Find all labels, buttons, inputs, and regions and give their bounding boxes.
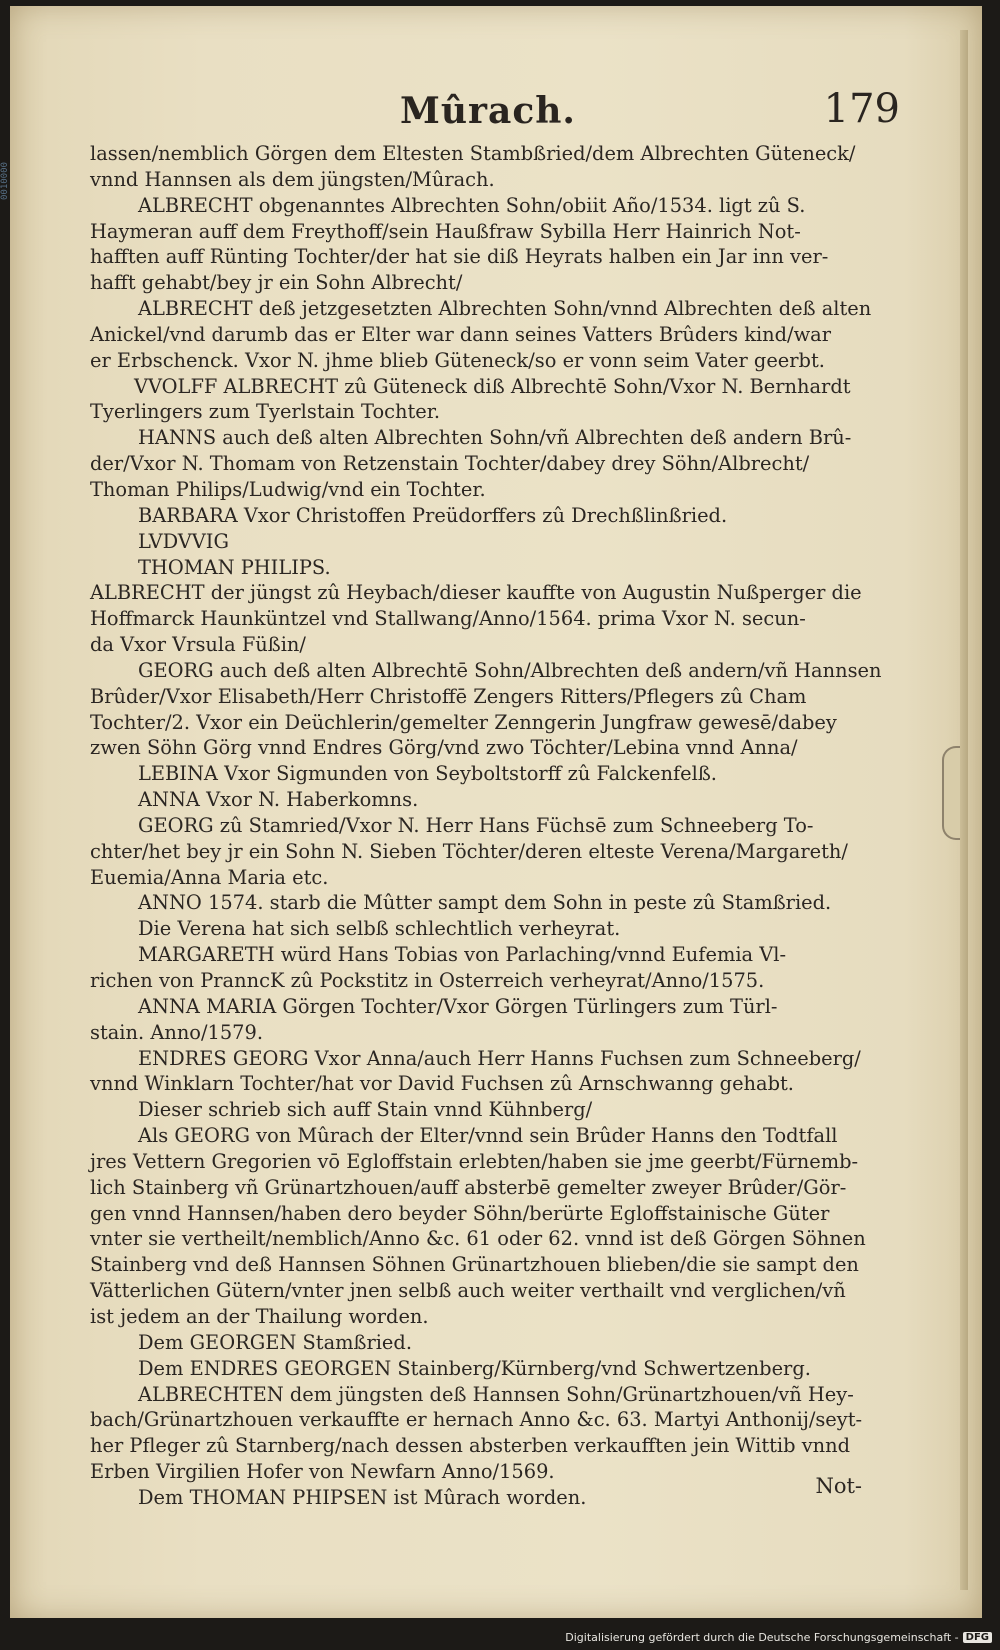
text-line: Dem GEORGEN Stamßried. [138,1330,412,1354]
text-line: hafft gehabt/bey jr ein Sohn Albrecht/ [90,271,463,295]
text-line: bach/Grünartzhouen verkauffte er hernach Anno &c. 63. Martyi Anthonij/seyt- [90,1408,863,1432]
text-line: Tyerlingers zum Tyerlstain Tochter. [90,400,441,424]
text-line: her Pfleger zû Starnberg/nach dessen absterben verkaufften jein Wittib vnnd [90,1434,851,1458]
text-line: Brûder/Vxor Elisabeth/Herr Christoffē Zengers Ritters/Pflegers zû Cham [90,684,807,708]
text-line: gen vnnd Hannsen/haben dero beyder Söhn/berürte Egloffstainische Güter [90,1201,830,1225]
text-line: vnnd Winklarn Tochter/hat vor David Fuchsen zû Arnschwanng gehabt. [90,1072,794,1096]
text-line: jres Vettern Gregorien vō Egloffstain erlebten/haben sie jme geerbt/Fürnemb- [90,1149,859,1173]
text-line: er Erbschenck. Vxor N. jhme blieb Güteneck/so er vonn seim Vater geerbt. [90,348,825,372]
text-line: Erben Virgilien Hofer von Newfarn Anno/1569. [90,1460,555,1484]
text-line: vnnd Hannsen als dem jüngsten/Mûrach. [90,167,495,191]
folio-number: 179 [823,86,900,132]
text-line: BARBARA Vxor Christoffen Preüdorffers zû Drechßlinßried. [138,503,728,527]
text-line: chter/het bey jr ein Sohn N. Sieben Töchter/deren elteste Verena/Margareth/ [90,839,848,863]
text-line: Dem ENDRES GEORGEN Stainberg/Kürnberg/vnd Schwertzenberg. [138,1356,811,1380]
text-line: lassen/nemblich Görgen dem Eltesten Stambßried/dem Albrechten Güteneck/ [90,142,856,165]
text-line: GEORG auch deß alten Albrechtē Sohn/Albrechten deß andern/vñ Hannsen [138,658,882,682]
text-line: VVOLFF ALBRECHT zû Güteneck diß Albrechtē Sohn/Vxor N. Bernhardt [134,374,851,398]
text-line: ist jedem an der Thailung worden. [90,1304,429,1328]
text-line: hafften auff Rünting Tochter/der hat sie diß Heyrats halben ein Jar inn ver- [90,245,829,269]
text-line: THOMAN PHILIPS. [138,555,331,579]
text-line: Tochter/2. Vxor ein Deüchlerin/gemelter Zenngerin Jungfraw gewesē/dabey [90,710,837,734]
text-line: Anickel/vnd darumb das er Elter war dann seines Vatters Brûders kind/war [90,322,832,346]
text-line: lich Stainberg vñ Grünartzhouen/auff absterbē gemelter zweyer Brûder/Gör- [90,1175,847,1199]
digitization-footer [565,1631,992,1644]
text-line: Thoman Philips/Ludwig/vnd ein Tochter. [90,477,486,501]
page-header [80,86,900,140]
text-line: ENDRES GEORG Vxor Anna/auch Herr Hanns Fuchsen zum Schneeberg/ [138,1046,861,1070]
catalog-number: 0010000 [0,162,10,200]
text-line: LEBINA Vxor Sigmunden von Seyboltstorff zû Falckenfelß. [138,762,717,786]
text-line: Euemia/Anna Maria etc. [90,865,329,889]
catchword: Not- [815,1474,862,1498]
dfg-logo: DFG [963,1632,992,1643]
page-tab-marker [942,746,960,840]
text-line: Vätterlichen Gütern/vnter jnen selbß auch weiter verthailt vnd verglichen/vñ [90,1279,846,1303]
text-line: ALBRECHTEN dem jüngsten deß Hannsen Sohn/Grünartzhouen/vñ Hey- [138,1382,854,1406]
footer-text: Digitalisierung gefördert durch die Deutsche Forschungsgemeinschaft - [565,1631,959,1644]
text-line: Haymeran auff dem Freythoff/sein Haußfraw Sybilla Herr Hainrich Not- [90,219,801,243]
book-page [10,6,982,1618]
text-line: richen von PranncK zû Pockstitz in Osterreich verheyrat/Anno/1575. [90,969,765,992]
text-line: ALBRECHT obgenanntes Albrechten Sohn/obiit Año/1534. ligt zû S. [138,193,806,217]
text-line: zwen Söhn Görg vnnd Endres Görg/vnd zwo Töchter/Lebina vnnd Anna/ [90,736,798,760]
text-line: Als GEORG von Mûrach der Elter/vnnd sein Brûder Hanns den Todtfall [138,1124,838,1148]
text-line: HANNS auch deß alten Albrechten Sohn/vñ Albrechten deß andern Brû- [138,426,852,450]
text-line: Die Verena hat sich selbß schlechtlich verheyrat. [138,917,621,941]
text-line: GEORG zû Stamried/Vxor N. Herr Hans Füchsē zum Schneeberg To- [138,813,814,837]
running-head: Mûrach. [400,90,576,132]
text-line: ANNA MARIA Görgen Tochter/Vxor Görgen Türlingers zum Türl- [138,994,778,1018]
text-line: Dem THOMAN PHIPSEN ist Mûrach worden. [138,1485,587,1509]
text-line: MARGARETH würd Hans Tobias von Parlaching/vnnd Eufemia Vl- [138,943,787,967]
text-line: ANNO 1574. starb die Mûtter sampt dem Sohn in peste zû Stamßried. [138,891,832,915]
text-line: Dieser schrieb sich auff Stain vnnd Kühnberg/ [138,1098,593,1122]
text-line: der/Vxor N. Thomam von Retzenstain Tochter/dabey drey Söhn/Albrecht/ [90,452,810,476]
text-line: vnter sie vertheilt/nemblich/Anno &c. 61 oder 62. vnnd ist deß Görgen Söhnen [90,1227,866,1251]
page-edge [960,30,968,1590]
text-line: ANNA Vxor N. Haberkomns. [138,788,419,812]
body-text [90,141,890,1511]
text-line: da Vxor Vrsula Füßin/ [90,633,306,657]
text-line: ALBRECHT deß jetzgesetzten Albrechten Sohn/vnnd Albrechten deß alten [138,297,872,321]
text-line: Stainberg vnd deß Hannsen Söhnen Grünartzhouen blieben/die sie sampt den [90,1253,859,1277]
text-line: LVDVVIG [138,529,229,553]
text-line: ALBRECHT der jüngst zû Heybach/dieser kauffte von Augustin Nußperger die [90,581,862,605]
text-line: Hoffmarck Haunküntzel vnd Stallwang/Anno/1564. prima Vxor N. secun- [90,607,806,631]
text-line: stain. Anno/1579. [90,1020,264,1044]
